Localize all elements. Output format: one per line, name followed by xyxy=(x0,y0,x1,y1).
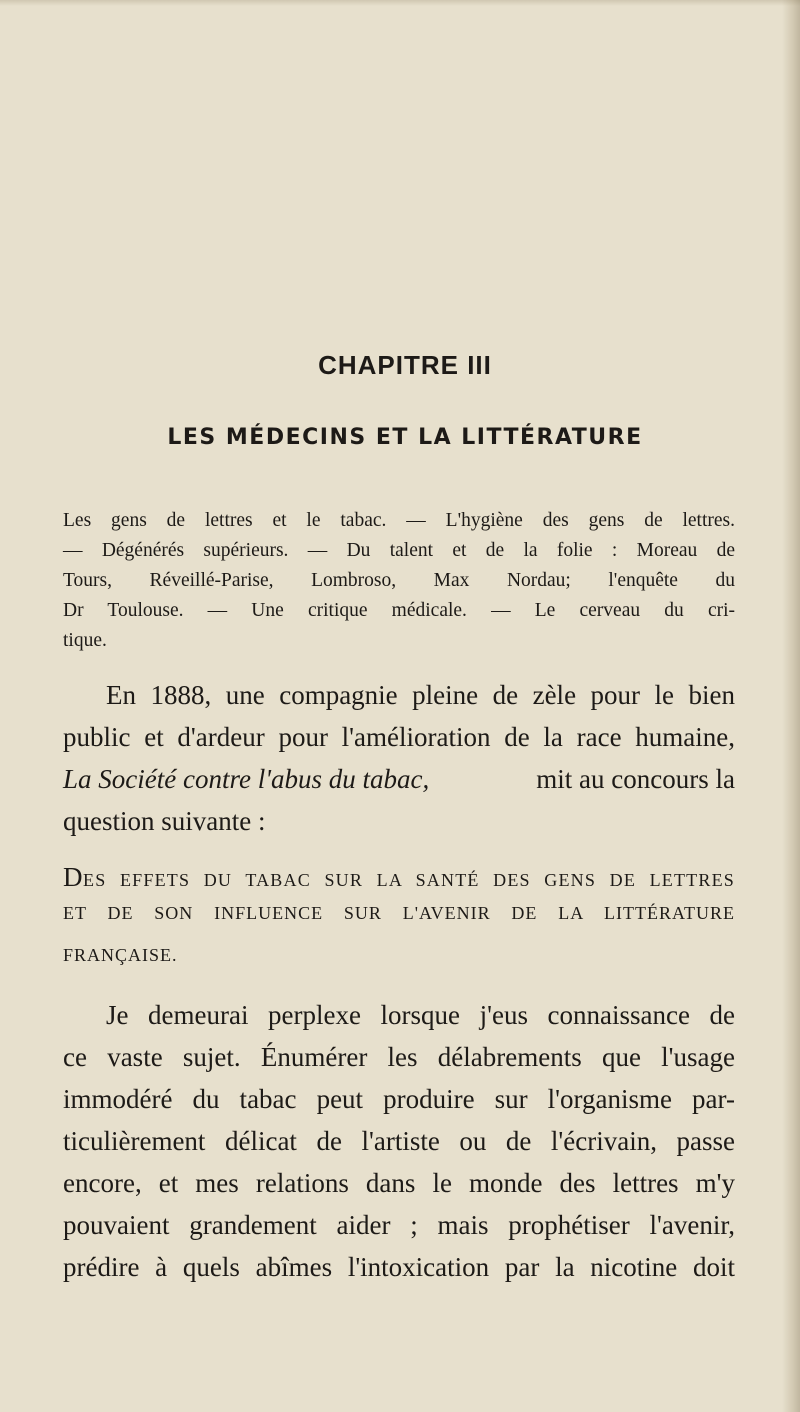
chapter-heading: LES MÉDECINS ET LA LITTÉRATURE xyxy=(167,425,643,450)
paragraph-1-line-3-rest: mit au concours la xyxy=(536,764,735,794)
society-name: La Société contre l'abus du tabac, xyxy=(63,764,430,794)
question-line-3: FRANÇAISE. xyxy=(63,945,178,965)
summary-line-5: tique. xyxy=(63,630,107,651)
paragraph-2-line-4: ticulièrement délicat de l'artiste ou de l'écrivain, passe xyxy=(63,1126,735,1156)
summary-line-4: Dr Toulouse. — Une critique médicale. — Le cerveau du cri- xyxy=(63,600,735,621)
summary-line-2: — Dégénérés supérieurs. — Du talent et de la folie : Moreau de xyxy=(63,540,735,561)
paragraph-2-line-5: encore, et mes relations dans le monde des lettres m'y xyxy=(63,1168,735,1198)
paragraph-1-line-4: question suivante : xyxy=(63,806,266,836)
paragraph-2-line-6: pouvaient grandement aider ; mais prophétiser l'avenir, xyxy=(63,1210,735,1240)
question-line-1 xyxy=(63,862,735,893)
summary-line-3: Tours, Réveillé-Parise, Lombroso, Max Nordau; l'enquête du xyxy=(63,570,735,591)
paragraph-2-line-2: ce vaste sujet. Énumérer les délabrements que l'usage xyxy=(63,1042,735,1072)
question-line-1-rest: ES EFFETS DU TABAC SUR LA SANTÉ DES GENS DE LETTRES xyxy=(83,870,735,890)
paragraph-1-line-2: public et d'ardeur pour l'amélioration de la race humaine, xyxy=(63,722,735,752)
question-initial: D xyxy=(63,862,83,892)
paragraph-2-line-1: Je demeurai perplexe lorsque j'eus connaissance de xyxy=(106,1000,735,1030)
paragraph-2-line-3: immodéré du tabac peut produire sur l'organisme par- xyxy=(63,1084,735,1114)
paragraph-2-line-7: prédire à quels abîmes l'intoxication par la nicotine doit xyxy=(63,1252,735,1282)
question-line-2: ET DE SON INFLUENCE SUR L'AVENIR DE LA LITTÉRATURE xyxy=(63,903,735,923)
chapter-title: CHAPITRE III xyxy=(318,350,492,380)
page-top-shadow xyxy=(0,0,800,6)
page-edge-shadow xyxy=(782,0,800,1412)
paragraph-1-line-3 xyxy=(63,764,735,795)
summary-line-1: Les gens de lettres et le tabac. — L'hygiène des gens de lettres. xyxy=(63,510,735,531)
paragraph-1-line-1: En 1888, une compagnie pleine de zèle pour le bien xyxy=(106,680,735,710)
